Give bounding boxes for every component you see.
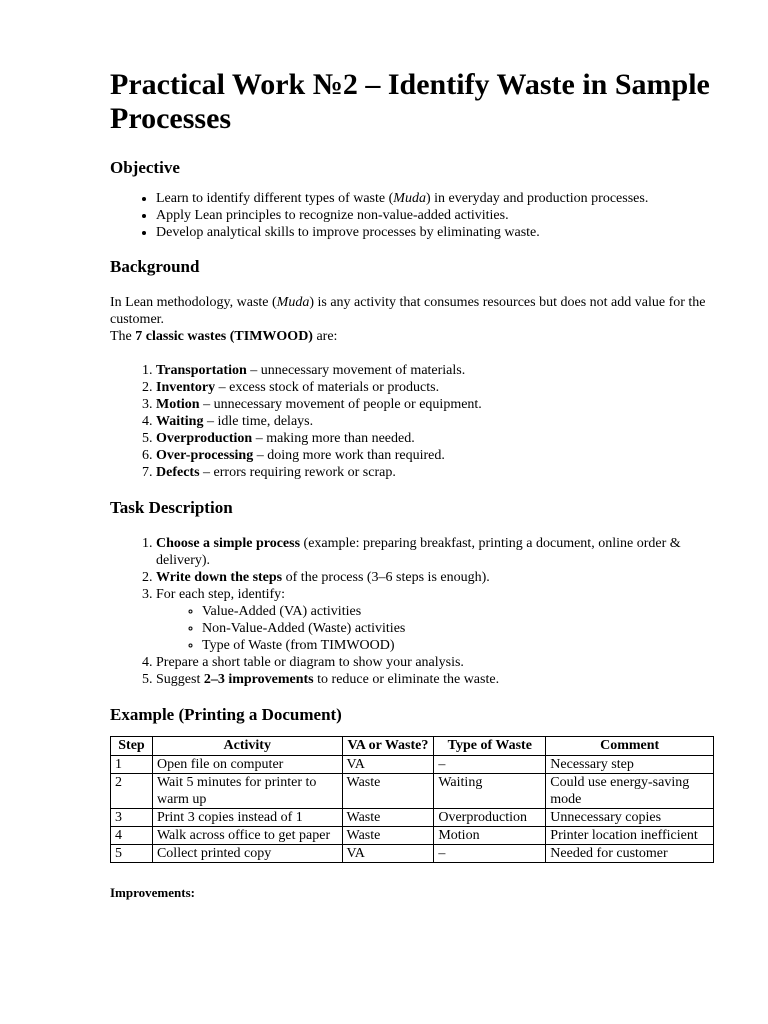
waste-item: 4. Waiting – idle time, delays. bbox=[156, 413, 720, 430]
table-cell: 2 bbox=[111, 774, 153, 809]
objective-item: • Learn to identify different types of waste (Muda) in everyday and production processes. bbox=[156, 190, 720, 207]
background-paragraph: In Lean methodology, waste (Muda) is any activity that consumes resources but does not add value for the customer. bbox=[110, 295, 706, 327]
example-heading: Example (Printing a Document) bbox=[110, 705, 342, 724]
table-row bbox=[111, 774, 714, 809]
table-cell: Collect printed copy bbox=[152, 845, 342, 863]
task-substeps bbox=[156, 603, 716, 654]
example-table bbox=[110, 736, 714, 863]
task-step: 1. Choose a simple process (example: preparing breakfast, printing a document, online order & delivery). bbox=[156, 535, 716, 569]
table-cell: Print 3 copies instead of 1 bbox=[152, 809, 342, 827]
table-row bbox=[111, 756, 714, 774]
table-cell: Waste bbox=[342, 774, 434, 809]
task-substep: ◦ Non-Value-Added (Waste) activities bbox=[202, 620, 716, 637]
table-cell: Wait 5 minutes for printer to warm up bbox=[152, 774, 342, 809]
task-step: 4. Prepare a short table or diagram to show your analysis. bbox=[156, 654, 716, 671]
waste-item: 3. Motion – unnecessary movement of people or equipment. bbox=[156, 396, 720, 413]
column-header: Step bbox=[111, 737, 153, 756]
table-cell: Walk across office to get paper bbox=[152, 827, 342, 845]
task-step: 5. Suggest 2–3 improvements to reduce or eliminate the waste. bbox=[156, 671, 716, 688]
table-cell: 5 bbox=[111, 845, 153, 863]
task-substep: ◦ Type of Waste (from TIMWOOD) bbox=[202, 637, 716, 654]
table-cell: – bbox=[434, 756, 546, 774]
task-step: 2. Write down the steps of the process (3–6 steps is enough). bbox=[156, 569, 716, 586]
improvements-label: Improvements: bbox=[110, 885, 195, 900]
table-cell: – bbox=[434, 845, 546, 863]
table-cell: Printer location inefficient bbox=[546, 827, 714, 845]
column-header: VA or Waste? bbox=[342, 737, 434, 756]
waste-list bbox=[110, 362, 720, 481]
waste-item: 1. Transportation – unnecessary movement of materials. bbox=[156, 362, 720, 379]
waste-item: 5. Overproduction – making more than needed. bbox=[156, 430, 720, 447]
table-cell: Open file on computer bbox=[152, 756, 342, 774]
table-cell: Waiting bbox=[434, 774, 546, 809]
column-header: Type of Waste bbox=[434, 737, 546, 756]
background-heading: Background bbox=[110, 257, 200, 276]
task-list bbox=[110, 535, 720, 688]
objective-item: • Apply Lean principles to recognize non-value-added activities. bbox=[156, 207, 720, 224]
objective-heading: Objective bbox=[110, 158, 180, 177]
column-header: Comment bbox=[546, 737, 714, 756]
objective-list bbox=[110, 190, 720, 241]
table-cell: Waste bbox=[342, 809, 434, 827]
waste-item: 6. Over-processing – doing more work than required. bbox=[156, 447, 720, 464]
column-header: Activity bbox=[152, 737, 342, 756]
table-cell: Waste bbox=[342, 827, 434, 845]
task-heading: Task Description bbox=[110, 498, 233, 517]
waste-item: 2. Inventory – excess stock of materials or products. bbox=[156, 379, 720, 396]
table-cell: Necessary step bbox=[546, 756, 714, 774]
table-cell: 4 bbox=[111, 827, 153, 845]
task-substep: ◦ Value-Added (VA) activities bbox=[202, 603, 716, 620]
document-body bbox=[110, 68, 720, 901]
table-cell: Motion bbox=[434, 827, 546, 845]
table-cell: Needed for customer bbox=[546, 845, 714, 863]
timwood-intro: The 7 classic wastes (TIMWOOD) are: bbox=[110, 329, 338, 344]
table-cell: Unnecessary copies bbox=[546, 809, 714, 827]
table-cell: Overproduction bbox=[434, 809, 546, 827]
objective-item: • Develop analytical skills to improve processes by eliminating waste. bbox=[156, 224, 720, 241]
table-cell: 3 bbox=[111, 809, 153, 827]
task-step: 3. For each step, identify: ◦ Value-Added (VA) activities ◦ Non-Value-Added (Waste) activities ◦ Type of Waste (from TIMWOOD) bbox=[156, 586, 716, 654]
table-cell: Could use energy-saving mode bbox=[546, 774, 714, 809]
table-cell: VA bbox=[342, 756, 434, 774]
table-cell: VA bbox=[342, 845, 434, 863]
page-title: Practical Work №2 – Identify Waste in Sample Processes bbox=[110, 68, 710, 135]
table-header-row bbox=[111, 737, 714, 756]
table-cell: 1 bbox=[111, 756, 153, 774]
table-row bbox=[111, 845, 714, 863]
table-row bbox=[111, 827, 714, 845]
waste-item: 7. Defects – errors requiring rework or scrap. bbox=[156, 464, 720, 481]
table-row bbox=[111, 809, 714, 827]
